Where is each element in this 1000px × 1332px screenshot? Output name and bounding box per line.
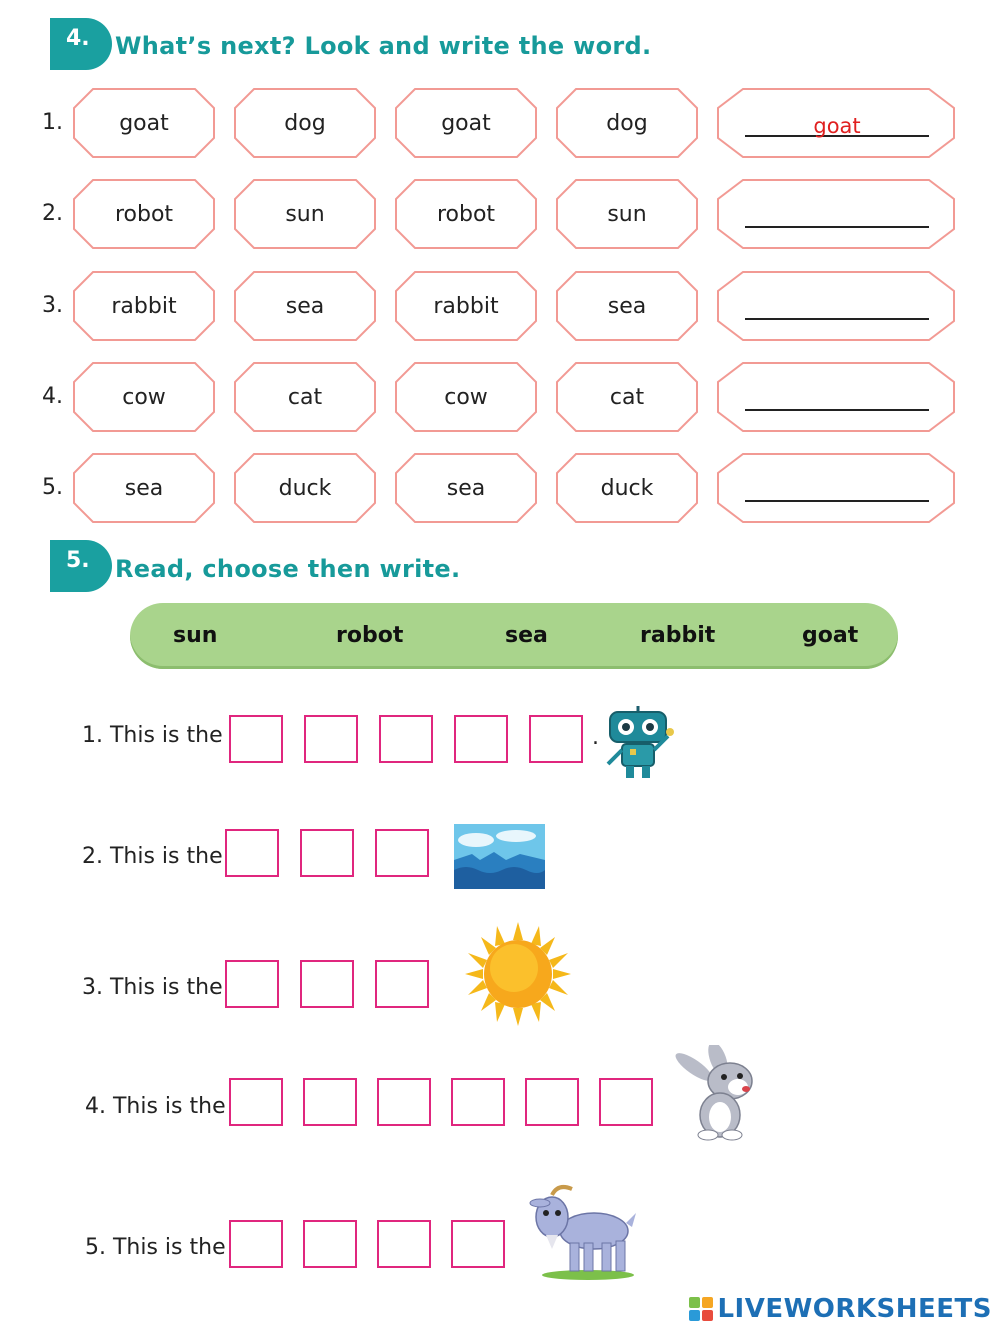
pattern-word-card xyxy=(395,453,537,523)
pattern-word: robot xyxy=(114,201,174,227)
answer-field[interactable] xyxy=(717,362,955,432)
row-number: 5. xyxy=(42,475,63,500)
liveworksheets-logo-icon xyxy=(689,1297,713,1321)
word-bank xyxy=(130,603,898,669)
letter-box[interactable] xyxy=(300,960,354,1008)
pattern-word-card xyxy=(234,271,376,341)
letter-box[interactable] xyxy=(375,829,429,877)
word-bank-item: sun xyxy=(173,623,218,648)
pattern-word-card xyxy=(73,88,215,158)
section-4-title: What’s next? Look and write the word. xyxy=(115,32,652,60)
pattern-word: duck xyxy=(278,475,332,501)
pattern-word-card xyxy=(234,179,376,249)
word-bank-item: rabbit xyxy=(640,623,716,648)
pattern-word: cow xyxy=(444,384,488,410)
pattern-word-card xyxy=(556,88,698,158)
letter-box[interactable] xyxy=(377,1078,431,1126)
pattern-word: goat xyxy=(119,110,169,136)
letter-box[interactable] xyxy=(225,960,279,1008)
letter-box[interactable] xyxy=(451,1078,505,1126)
answer-field[interactable] xyxy=(717,179,955,249)
answer-line xyxy=(745,409,929,411)
letter-box[interactable] xyxy=(375,960,429,1008)
pattern-word: sea xyxy=(285,293,325,319)
letter-box[interactable] xyxy=(599,1078,653,1126)
letter-box[interactable] xyxy=(525,1078,579,1126)
pattern-word: duck xyxy=(600,475,654,501)
pattern-word-card xyxy=(395,362,537,432)
pattern-word-card xyxy=(556,362,698,432)
pattern-word-card xyxy=(556,453,698,523)
sentence-period: . xyxy=(592,725,599,750)
pattern-word-card xyxy=(556,271,698,341)
row-number: 2. xyxy=(42,201,63,226)
section-4-badge: 4. xyxy=(50,18,112,70)
letter-box[interactable] xyxy=(229,1078,283,1126)
pattern-word-card xyxy=(73,179,215,249)
sentence-text: 3. This is the xyxy=(82,975,223,1000)
pattern-word: sea xyxy=(446,475,486,501)
pattern-word-card xyxy=(556,179,698,249)
answer-field[interactable] xyxy=(717,453,955,523)
pattern-word-card xyxy=(234,88,376,158)
letter-box[interactable] xyxy=(454,715,508,763)
section-5-badge: 5. xyxy=(50,540,112,592)
answer-line xyxy=(745,226,929,228)
letter-box[interactable] xyxy=(379,715,433,763)
pattern-word: cow xyxy=(122,384,166,410)
sentence-text: 5. This is the xyxy=(85,1235,226,1260)
pattern-word-card xyxy=(395,179,537,249)
pattern-word-card xyxy=(395,88,537,158)
sun-picture xyxy=(465,922,571,1026)
brand-name: LIVEWORKSHEETS xyxy=(717,1294,992,1324)
sea-picture xyxy=(454,824,545,889)
pattern-word: robot xyxy=(436,201,496,227)
pattern-word: sea xyxy=(124,475,164,501)
letter-box[interactable] xyxy=(529,715,583,763)
pattern-word-card xyxy=(73,362,215,432)
pattern-word-card xyxy=(234,362,376,432)
rabbit-picture xyxy=(672,1045,762,1141)
answer-field[interactable] xyxy=(717,88,955,158)
letter-box[interactable] xyxy=(300,829,354,877)
word-bank-item: robot xyxy=(336,623,404,648)
pattern-word: goat xyxy=(441,110,491,136)
answer-line xyxy=(745,318,929,320)
pattern-word: sun xyxy=(607,201,647,227)
section-5-title: Read, choose then write. xyxy=(115,555,461,583)
footer-brand xyxy=(689,1294,992,1324)
letter-box[interactable] xyxy=(229,715,283,763)
pattern-word: rabbit xyxy=(433,293,499,319)
pattern-word: sea xyxy=(607,293,647,319)
sentence-text: 1. This is the xyxy=(82,723,223,748)
sentence-text: 2. This is the xyxy=(82,844,223,869)
pattern-word-card xyxy=(73,271,215,341)
letter-box[interactable] xyxy=(451,1220,505,1268)
pattern-word: dog xyxy=(284,110,326,136)
letter-box[interactable] xyxy=(225,829,279,877)
pattern-word-card xyxy=(73,453,215,523)
goat-picture xyxy=(528,1183,640,1281)
letter-box[interactable] xyxy=(304,715,358,763)
robot-picture xyxy=(598,702,678,782)
row-number: 3. xyxy=(42,293,63,318)
answer-line xyxy=(745,500,929,502)
sentence-text: 4. This is the xyxy=(85,1094,226,1119)
pattern-word-card xyxy=(234,453,376,523)
row-number: 1. xyxy=(42,110,63,135)
pattern-word: cat xyxy=(609,384,645,410)
letter-box[interactable] xyxy=(303,1078,357,1126)
pattern-word-card xyxy=(395,271,537,341)
pattern-word: cat xyxy=(287,384,323,410)
letter-box[interactable] xyxy=(377,1220,431,1268)
pattern-word: dog xyxy=(606,110,648,136)
answer-text[interactable]: goat xyxy=(813,114,861,138)
letter-box[interactable] xyxy=(229,1220,283,1268)
pattern-word: rabbit xyxy=(111,293,177,319)
word-bank-item: goat xyxy=(802,623,859,648)
answer-field[interactable] xyxy=(717,271,955,341)
letter-box[interactable] xyxy=(303,1220,357,1268)
word-bank-item: sea xyxy=(505,623,548,648)
row-number: 4. xyxy=(42,384,63,409)
pattern-word: sun xyxy=(285,201,325,227)
